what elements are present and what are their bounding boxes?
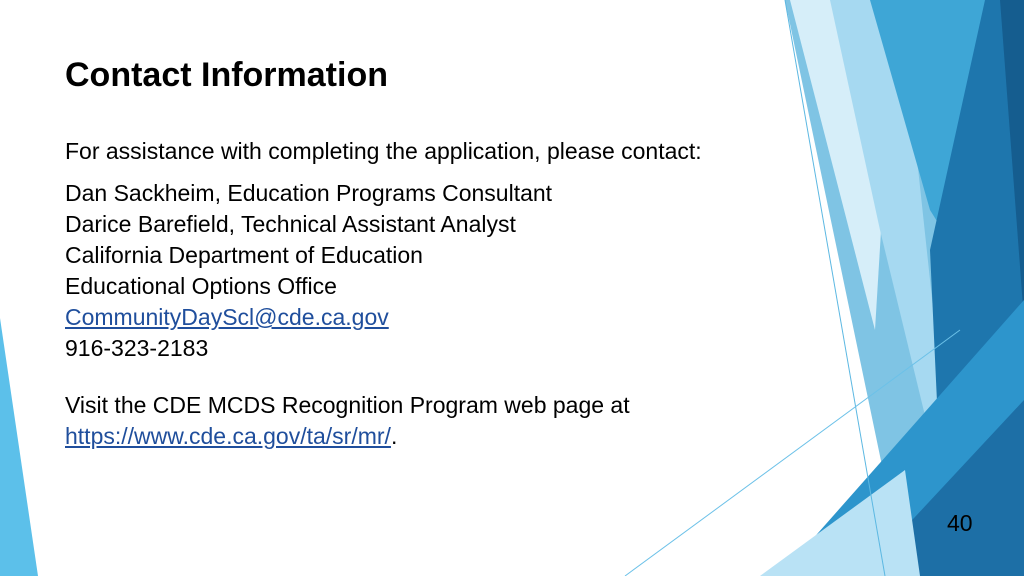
contact-line-name-1: Dan Sackheim, Education Programs Consultant <box>65 180 553 206</box>
web-page-link[interactable]: https://www.cde.ca.gov/ta/sr/mr/ <box>65 423 391 449</box>
contact-line-department: California Department of Education <box>65 242 423 268</box>
bottom-light-wedge <box>760 470 920 576</box>
contact-block <box>65 178 552 364</box>
left-accent-shape <box>0 318 38 576</box>
contact-line-office: Educational Options Office <box>65 273 337 299</box>
visit-trailing-period: . <box>390 423 398 449</box>
page-number: 40 <box>947 510 973 536</box>
visit-text: Visit the CDE MCDS Recognition Program web page at <box>65 392 630 418</box>
visit-block <box>65 390 630 452</box>
slide-title: Contact Information <box>65 56 388 94</box>
email-link[interactable]: CommunityDayScl@cde.ca.gov <box>65 304 389 330</box>
contact-line-name-2: Darice Barefield, Technical Assistant Analyst <box>65 211 516 237</box>
intro-text: For assistance with completing the application, please contact: <box>65 138 702 164</box>
contact-phone: 916-323-2183 <box>65 335 209 361</box>
